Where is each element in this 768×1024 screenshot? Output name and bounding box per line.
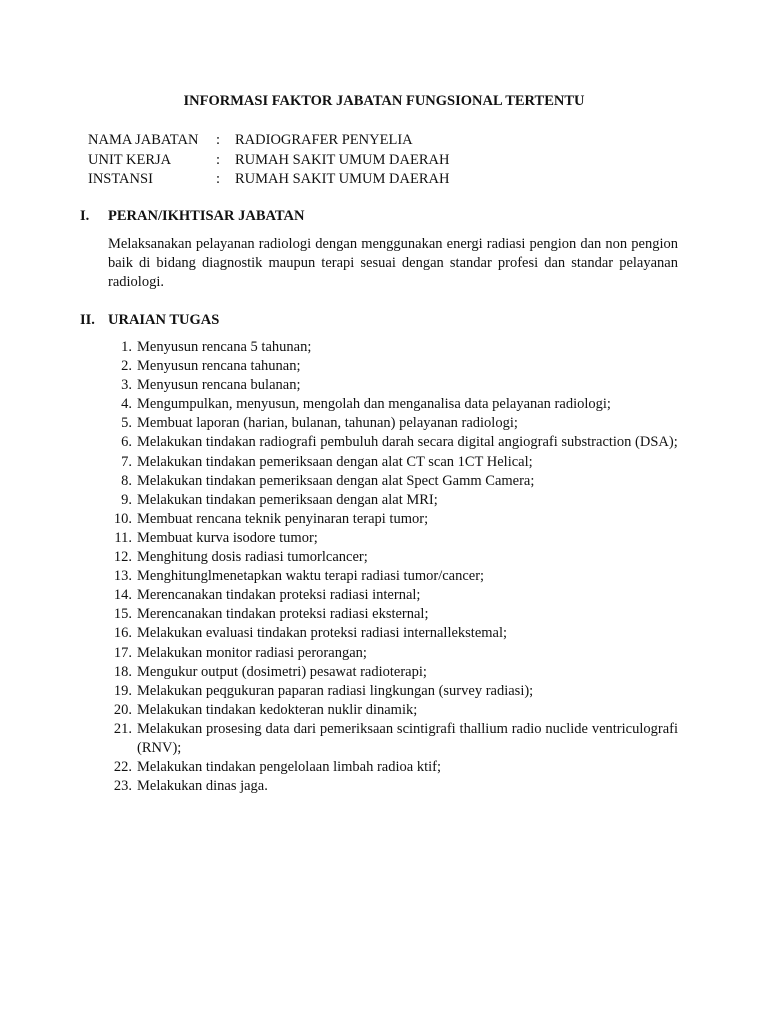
task-text: Membuat kurva isodore tumor; <box>137 529 318 546</box>
section-title: URAIAN TUGAS <box>108 312 220 328</box>
section-number: II. <box>80 312 95 328</box>
job-info-block <box>88 131 688 190</box>
task-number: 17. <box>113 644 132 661</box>
task-item <box>108 682 678 701</box>
task-text: Menyusun rencana tahunan; <box>137 358 301 375</box>
task-number: 4. <box>121 396 132 413</box>
task-text: Melakukan monitor radiasi perorangan; <box>137 644 367 661</box>
task-item <box>108 414 678 433</box>
section-number: I. <box>80 208 90 224</box>
task-text: Membuat laporan (harian, bulanan, tahunan) pelayanan radiologi; <box>137 415 518 432</box>
task-number: 1. <box>121 339 132 355</box>
task-text: Melakukan tindakan radiografi pembuluh darah secara digital angiografi substraction (DSA); <box>137 434 678 451</box>
info-row-institution <box>88 170 688 190</box>
task-number: 2. <box>121 358 132 375</box>
task-number: 20. <box>113 701 132 718</box>
task-text: Merencanakan tindakan proteksi radiasi eksternal; <box>137 606 429 623</box>
task-text: Melakukan peqgukuran paparan radiasi lingkungan (survey radiasi); <box>137 682 534 699</box>
task-number: 16. <box>113 625 132 642</box>
task-text: Mengukur output (dosimetri) pesawat radioterapi; <box>137 663 427 680</box>
task-number: 12. <box>113 549 132 566</box>
task-text: Membuat rencana teknik penyinaran terapi tumor; <box>137 510 429 527</box>
info-row-work-unit <box>88 151 688 171</box>
task-list <box>108 338 678 796</box>
section-heading-role <box>80 208 304 225</box>
task-number: 23. <box>113 778 132 795</box>
task-text: Melakukan tindakan pengelolaan limbah radioa ktif; <box>137 759 441 776</box>
task-text: Menghitung dosis radiasi tumorlcancer; <box>137 549 368 566</box>
task-number: 19. <box>113 682 132 699</box>
task-number: 22. <box>113 759 132 776</box>
task-number: 21. <box>113 720 132 737</box>
task-item <box>108 510 678 529</box>
task-item <box>108 701 678 720</box>
task-text: Melakukan tindakan pemeriksaan dengan alat MRI; <box>137 491 438 508</box>
task-text: Melakukan tindakan pemeriksaan dengan alat Spect Gamm Camera; <box>137 472 535 489</box>
info-separator: : <box>216 151 221 168</box>
task-number: 13. <box>113 568 132 585</box>
info-separator: : <box>216 171 221 187</box>
task-text: Melakukan dinas jaga. <box>137 778 268 795</box>
task-item <box>108 453 678 472</box>
task-item <box>108 433 678 452</box>
task-item <box>108 644 678 663</box>
task-item <box>108 338 678 357</box>
task-item <box>108 777 678 796</box>
task-number: 11. <box>114 529 132 546</box>
task-number: 6. <box>121 434 132 451</box>
task-item <box>108 663 678 682</box>
info-value: RUMAH SAKIT UMUM DAERAH <box>235 151 450 168</box>
task-number: 3. <box>121 377 132 394</box>
section-heading-tasks <box>80 312 219 329</box>
task-text: Mengumpulkan, menyusun, mengolah dan menganalisa data pelayanan radiologi; <box>137 396 611 413</box>
task-text: Merencanakan tindakan proteksi radiasi internal; <box>137 587 421 604</box>
task-number: 14. <box>113 587 132 604</box>
task-item <box>108 624 678 643</box>
task-item <box>108 758 678 777</box>
info-label: NAMA JABATAN <box>88 132 199 148</box>
info-label: INSTANSI <box>88 171 153 187</box>
task-text: Melakukan evaluasi tindakan proteksi radiasi internallekstemal; <box>137 625 508 642</box>
task-number: 9. <box>121 491 132 508</box>
task-number: 18. <box>113 663 132 680</box>
task-number: 8. <box>121 472 132 489</box>
task-item <box>108 472 678 491</box>
task-item <box>108 586 678 605</box>
task-number: 7. <box>121 453 132 470</box>
role-summary-paragraph: Melaksanakan pelayanan radiologi dengan menggunakan energi radiasi pengion dan non pengion baik di bidang diagnostik maupun terapi sesuai dengan standar profesi dan standar pelayanan radiologi. <box>108 236 678 291</box>
info-separator: : <box>216 132 221 148</box>
task-number: 5. <box>121 415 132 432</box>
section-title: PERAN/IKHTISAR JABATAN <box>108 208 305 224</box>
info-label: UNIT KERJA <box>88 151 172 168</box>
task-text: Menghitunglmenetapkan waktu terapi radiasi tumor/cancer; <box>137 568 485 585</box>
task-item <box>108 720 678 758</box>
task-item <box>108 491 678 510</box>
info-row-job-name <box>88 131 688 151</box>
task-text: Melakukan tindakan pemeriksaan dengan alat CT scan 1CT Helical; <box>137 453 533 470</box>
task-item <box>108 395 678 414</box>
task-text: Melakukan tindakan kedokteran nuklir dinamik; <box>137 701 418 718</box>
task-item <box>108 567 678 586</box>
info-value: RADIOGRAFER PENYELIA <box>235 132 413 148</box>
task-item <box>108 376 678 395</box>
task-text: Melakukan prosesing data dari pemeriksaan scintigrafi thallium radio nuclide ventriculografi (RNV); <box>137 720 678 756</box>
task-text: Menyusun rencana 5 tahunan; <box>137 339 312 355</box>
task-item <box>108 605 678 624</box>
info-value: RUMAH SAKIT UMUM DAERAH <box>235 171 450 187</box>
task-item <box>108 548 678 567</box>
task-number: 10. <box>113 510 132 527</box>
task-item <box>108 529 678 548</box>
document-title: INFORMASI FAKTOR JABATAN FUNGSIONAL TERTENTU <box>183 93 585 109</box>
task-item <box>108 357 678 376</box>
task-number: 15. <box>113 606 132 623</box>
task-text: Menyusun rencana bulanan; <box>137 377 301 394</box>
